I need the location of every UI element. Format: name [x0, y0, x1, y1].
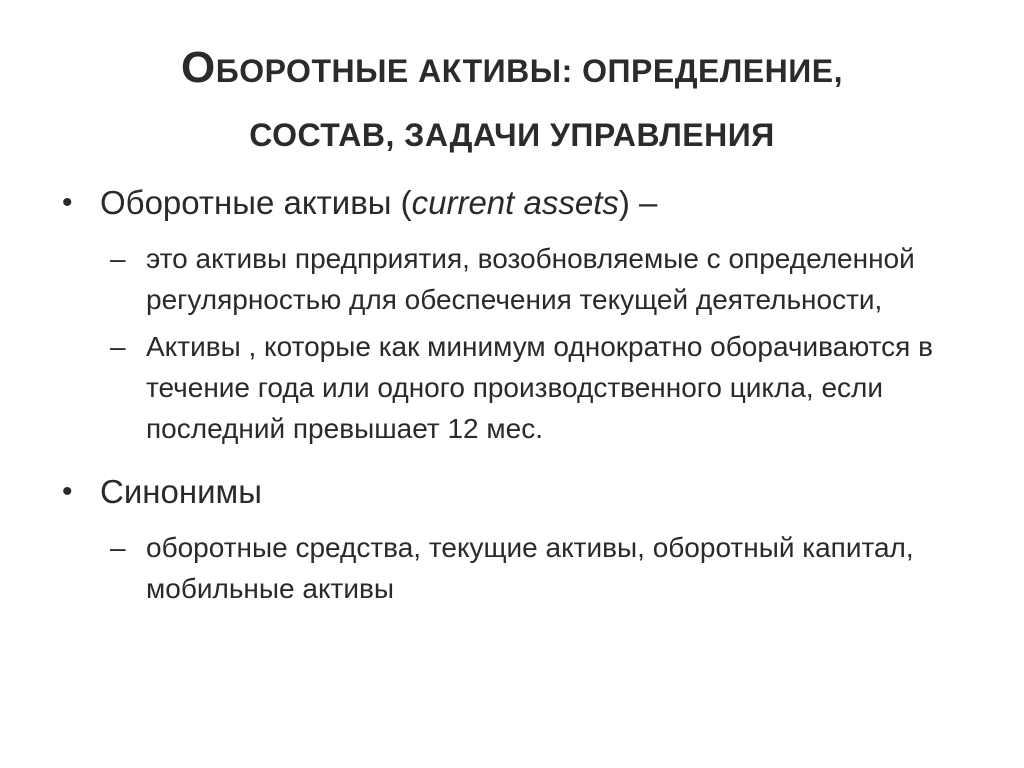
title-first-letter: О [181, 43, 216, 92]
subitem-definition-2 [62, 326, 962, 449]
bullet-text: Синонимы [100, 473, 262, 510]
bullet-icon: • [62, 186, 73, 219]
subitem-text: Активы , которые как минимум однократно оборачиваются в течение года или одного производственного цикла, если последний превышает 12 мес. [146, 331, 933, 444]
bullet-item-current-assets [62, 182, 962, 224]
title-line-2: СОСТАВ, ЗАДАЧИ УПРАВЛЕНИЯ [249, 117, 775, 153]
dash-icon: – [110, 243, 126, 274]
subitem-text: это активы предприятия, возобновляемые с определенной регулярностью для обеспечения текущей деятельности, [146, 243, 915, 315]
title-line-1 [60, 36, 964, 103]
subitem-definition-1 [62, 238, 962, 320]
bullet-text-italic: current assets [411, 184, 619, 221]
subitem-text: оборотные средства, текущие активы, оборотный капитал, мобильные активы [146, 532, 914, 604]
subitem-synonyms [62, 527, 962, 609]
dash-icon: – [110, 331, 126, 362]
dash-icon: – [110, 532, 126, 563]
bullet-text-before: Оборотные активы ( [100, 184, 412, 221]
slide-content [62, 182, 962, 609]
slide-title [60, 36, 964, 167]
bullet-item-synonyms [62, 471, 962, 513]
bullet-icon: • [62, 475, 73, 508]
bullet-text-after: ) – [618, 184, 658, 221]
title-line-1-rest: БОРОТНЫЕ АКТИВЫ: ОПРЕДЕЛЕНИЕ, [215, 53, 843, 89]
